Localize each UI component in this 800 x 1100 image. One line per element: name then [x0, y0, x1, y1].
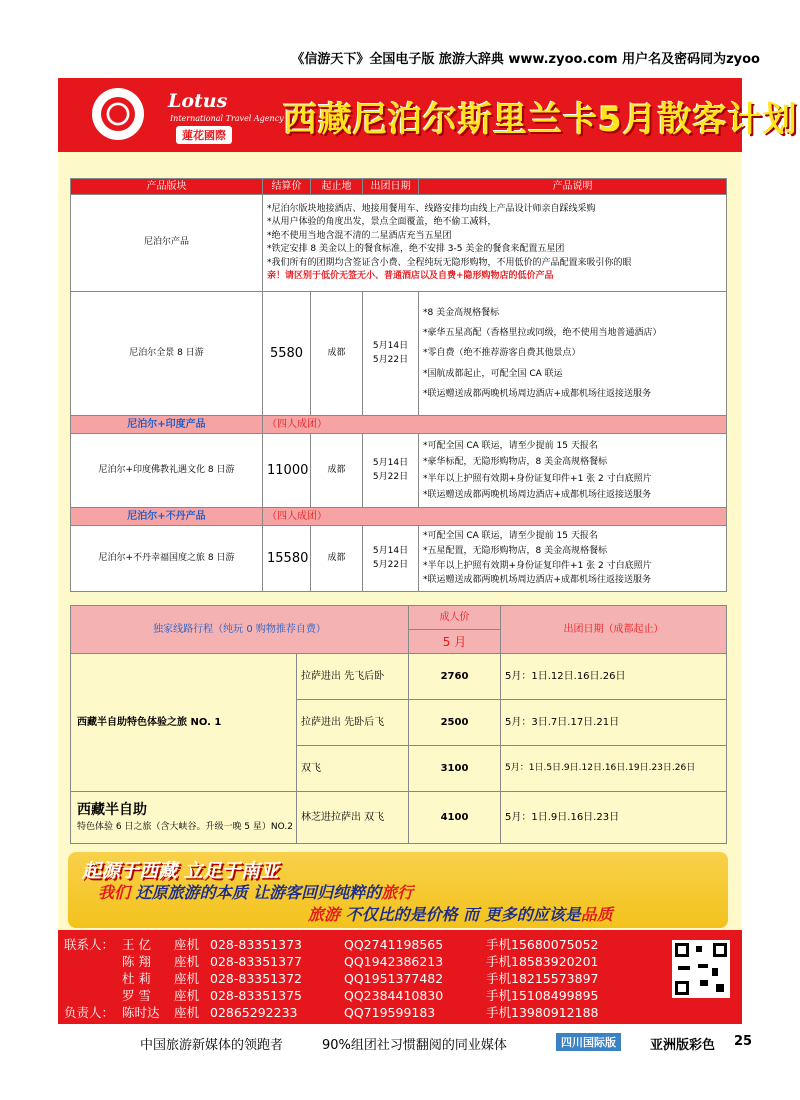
product-dates: 5月14日 5月22日 — [363, 292, 419, 416]
product-notes: *可配全国 CA 联运，请至少提前 15 天报名 *五星配置，无隐形购物店，8 美金高规格餐标 *半年以上护照有效期+身份证复印件+1 张 2 寸白底照片 *联运赠送成都两晚机场周边酒店+成都机场往返接送服务 — [419, 526, 727, 592]
header-month: 5 月 — [409, 630, 501, 654]
section-india-note: （四人成团） — [263, 416, 727, 434]
intro-label: 尼泊尔产品 — [71, 195, 263, 292]
header-description: 产品说明 — [419, 179, 727, 195]
masthead-line — [0, 0, 800, 75]
route-dates: 5月：1日.12日.16日.26日 — [501, 654, 727, 700]
slogan-line3: 旅游 不仅比的是价格 而 更多的应该是品质 — [308, 905, 613, 924]
section-india-name: 尼泊尔+印度产品 — [71, 416, 263, 434]
product-name: 尼泊尔全景 8 日游 — [71, 292, 263, 416]
slogan-line2: 我们 还原旅游的本质 让游客回归纯粹的旅行 — [98, 883, 414, 902]
brand-name-cn: 蓮花國際 — [176, 126, 232, 144]
table-row — [71, 526, 727, 592]
qr-code-icon — [672, 940, 730, 998]
brand-name: Lotus — [168, 90, 228, 112]
lotus-logo-icon — [92, 88, 144, 140]
table-header — [71, 606, 727, 630]
content-area — [58, 152, 742, 930]
footer-middle: 90%组团社习惯翻阅的同业媒体 — [322, 1038, 507, 1053]
header-price: 结算价 — [263, 179, 311, 195]
product-dates: 5月14日 5月22日 — [363, 526, 419, 592]
route-price: 2760 — [409, 654, 501, 700]
contacts-panel — [58, 930, 742, 1024]
section-row — [71, 508, 727, 526]
contact-row: 负责人： 陈时达 座机 02865292233 QQ719599183 手机13980912188 — [64, 1005, 599, 1020]
footer-section: 亚洲版彩色 — [650, 1038, 716, 1053]
intro-lines: *尼泊尔版块地接酒店、地接用餐用车、线路安排均由线上产品设计师亲自踩线采购 *从用户体验的角度出发，景点全面覆盖，绝不偷工减料， *绝不使用当地含混不清的二星酒店充当五星团 *铁定安排 8 美金以上的餐食标准，绝不安排 3-5 美金的餐食来配置五星团 *我们所有的团期均含签证含小费、全程纯玩无隐形购物，不用低价的产品配置来吸引你的眼 亲！请区别于低价无签无小、普通酒店以及自费+隐形购物店的低价产品 — [263, 195, 727, 292]
header-route: 独家线路行程（纯玩 0 购物推荐自费） — [71, 606, 409, 654]
product-origin: 成都 — [311, 292, 363, 416]
route-dates: 5月：3日.7日.17日.21日 — [501, 700, 727, 746]
contact-row: 联系人： 王 亿 座机 028-83351373 QQ2741198565 手机15680075052 — [64, 937, 599, 952]
product-name: 尼泊尔+印度佛教礼遇文化 8 日游 — [71, 434, 263, 508]
route-price: 2500 — [409, 700, 501, 746]
header-banner — [58, 78, 798, 152]
header-adult-price: 成人价 — [409, 606, 501, 630]
page-footer — [0, 1028, 800, 1056]
product-price: 5580 — [263, 292, 311, 416]
product-origin: 成都 — [311, 526, 363, 592]
header-date: 出团日期 — [363, 179, 419, 195]
product-name: 尼泊尔+不丹幸福国度之旅 8 日游 — [71, 526, 263, 592]
masthead-text: 《信游天下》全国电子版 旅游大辞典 www.zyoo.com 用户名及密码同为zyoo — [291, 52, 760, 67]
section-bhutan-note: （四人成团） — [263, 508, 727, 526]
table-header — [71, 179, 727, 195]
product-price: 15580 — [263, 526, 311, 592]
page-title: 西藏尼泊尔斯里兰卡5月散客计划 — [283, 100, 798, 140]
nepal-table — [70, 178, 726, 592]
table-row — [71, 195, 727, 292]
section-row — [71, 416, 727, 434]
slogan-line1: 起源于西藏 立足于南亚 — [82, 860, 279, 882]
product-dates: 5月14日 5月22日 — [363, 434, 419, 508]
route1-name: 西藏半自助特色体验之旅 NO. 1 — [71, 654, 297, 792]
route-dates: 5月：1日.9日.16日.23日 — [501, 792, 727, 844]
route-price: 3100 — [409, 746, 501, 792]
product-origin: 成都 — [311, 434, 363, 508]
contact-row: 杜 莉 座机 028-83351372 QQ1951377482 手机18215573897 — [122, 971, 599, 986]
product-price: 11000 — [263, 434, 311, 508]
tibet-table — [70, 605, 726, 844]
table-row — [71, 292, 727, 416]
brand-subtitle: International Travel Agency — [170, 114, 284, 123]
header-origin: 起止地 — [311, 179, 363, 195]
route-price: 4100 — [409, 792, 501, 844]
intro-warning: 亲！请区别于低价无签无小、普通酒店以及自费+隐形购物店的低价产品 — [267, 271, 554, 281]
route-mode: 拉萨进出 先卧后飞 — [297, 700, 409, 746]
route-mode: 双飞 — [297, 746, 409, 792]
header-product: 产品版块 — [71, 179, 263, 195]
page-number: 25 — [734, 1034, 753, 1049]
table-row — [71, 654, 727, 700]
route2-title: 西藏半自助 — [77, 802, 147, 819]
product-notes: *可配全国 CA 联运，请至少提前 15 天报名 *豪华标配，无隐形购物店，8 美金高规格餐标 *半年以上护照有效期+身份证复印件+1 张 2 寸白底照片 *联运赠送成都两晚机场周边酒店+成都机场往返接送服务 — [419, 434, 727, 508]
route2-cell — [71, 792, 297, 844]
route2-subtitle: 特色体验 6 日之旅（含大峡谷。升级一晚 5 星）NO.2 — [77, 822, 293, 833]
table-row — [71, 792, 727, 844]
section-bhutan-name: 尼泊尔+不丹产品 — [71, 508, 263, 526]
contact-row: 罗 雪 座机 028-83351375 QQ2384410830 手机15108499895 — [122, 988, 599, 1003]
header-departure: 出团日期（成都起止） — [501, 606, 727, 654]
footer-left: 中国旅游新媒体的领跑者 — [140, 1038, 284, 1053]
edition-badge: 四川国际版 — [556, 1033, 621, 1051]
contact-row: 陈 翔 座机 028-83351377 QQ1942386213 手机18583920201 — [122, 954, 599, 969]
route-dates: 5月：1日.5日.9日.12日.16日.19日.23日.26日 — [501, 746, 727, 792]
product-notes: *8 美金高规格餐标 *豪华五星高配（香格里拉或同级，绝不使用当地普通酒店） *零自费（绝不推荐游客自费其他景点） *国航成都起止，可配全国 CA 联运 *联运赠送成都两晚机场周边酒店+成都机场往返接送服务 — [419, 292, 727, 416]
slogan-box — [68, 852, 728, 928]
route-mode: 拉萨进出 先飞后卧 — [297, 654, 409, 700]
table-row — [71, 434, 727, 508]
route-mode: 林芝进拉萨出 双飞 — [297, 792, 409, 844]
